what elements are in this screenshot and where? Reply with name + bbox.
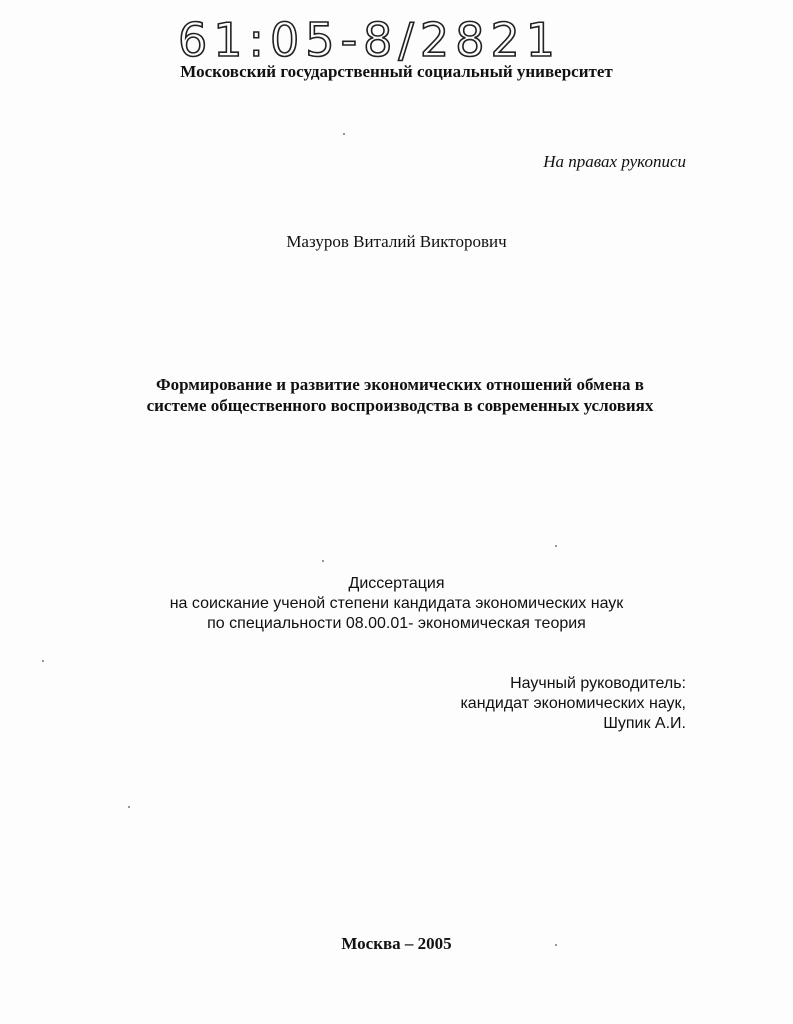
author-name: Мазуров Виталий Викторович [286,232,507,251]
university-name: Московский государственный социальный университет [180,62,613,81]
scan-speck [42,660,44,662]
scan-speck [555,545,557,547]
title-line: Формирование и развитие экономических отношений обмена в [156,375,644,394]
city-year: Москва – 2005 [341,934,452,953]
archive-number-text: 61:05-8/2821 [178,13,561,67]
dissertation-line: на соискание ученой степени кандидата экономических наук [169,595,624,612]
scan-speck [555,944,557,946]
supervisor-line: кандидат экономических наук, [460,695,686,712]
dissertation-title [100,374,700,416]
dissertation-line: Диссертация [348,575,445,592]
dissertation-info [0,574,793,634]
scan-speck [128,806,130,808]
scan-speck [322,560,324,562]
title-line: системе общественного воспроизводства в современных условиях [146,396,654,415]
supervisor-block [460,674,686,734]
supervisor-line: Научный руководитель: [510,675,686,692]
scan-speck [343,133,345,135]
manuscript-note: На правах рукописи [543,152,686,171]
supervisor-line: Шупик А.И. [603,715,686,732]
dissertation-line: по специальности 08.00.01- экономическая теория [207,615,586,632]
